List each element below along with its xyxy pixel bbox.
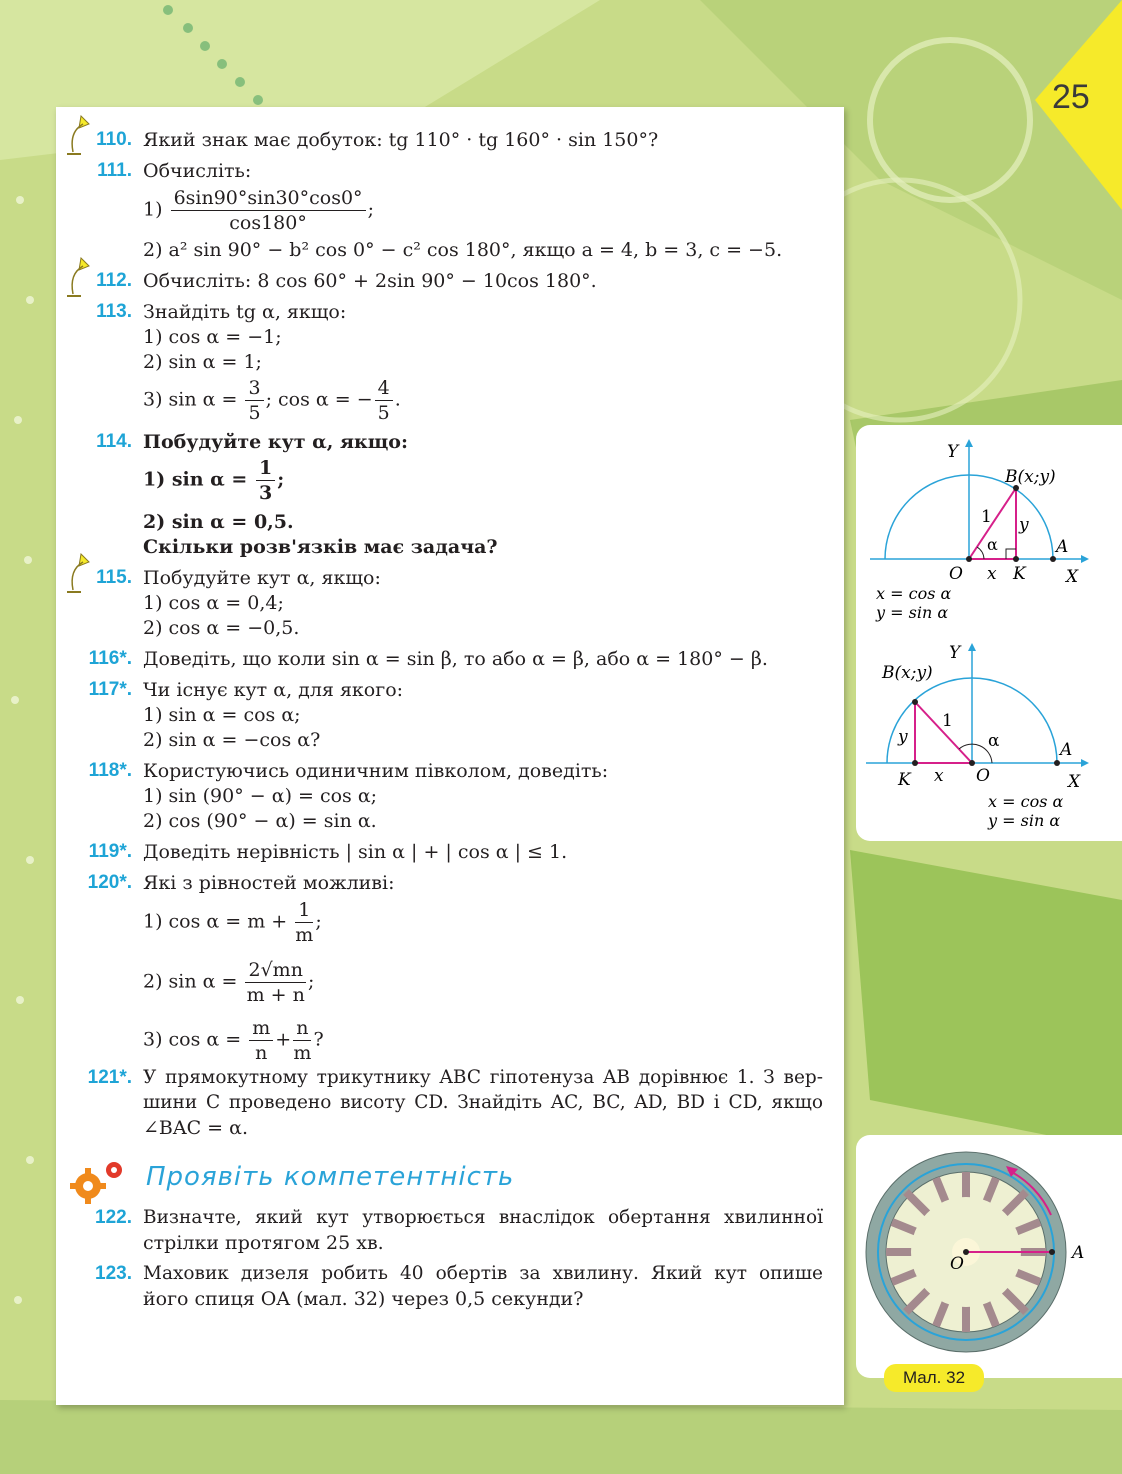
label: y = sin α	[876, 603, 949, 622]
problem-number: 112.	[96, 270, 132, 291]
problem-number: 118*.	[88, 760, 132, 781]
problem-item: 1) cos α = 0,4;	[143, 592, 284, 614]
numerator: 1	[256, 456, 275, 481]
numerator: n	[293, 1016, 311, 1041]
flywheel-figure	[856, 1135, 1122, 1378]
label: y = sin α	[988, 811, 1061, 830]
numerator: 6sin90°sin30°cos0°	[171, 186, 366, 211]
problem-number: 114.	[96, 431, 132, 452]
numerator: 2√mn	[245, 958, 305, 983]
item-suffix: ;	[367, 198, 374, 221]
label: O	[949, 564, 963, 584]
item-text: 1) sin α =	[143, 468, 248, 491]
problem-text: Який знак має добуток: tg 110° · tg 160° · sin 150°?	[143, 129, 659, 151]
fraction	[293, 1016, 311, 1065]
denominator: m	[295, 924, 314, 946]
label: y	[1019, 515, 1029, 535]
problem-text: шини C проведено висоту CD. Знайдіть AC, BC, AD, BD і CD, якщо	[143, 1092, 823, 1113]
problem-item	[143, 186, 374, 235]
numerator: m	[249, 1016, 273, 1041]
problem-text: У прямокутному трикутнику ABC гіпотенуза AB дорівнює 1. З вер-	[143, 1067, 823, 1088]
numerator: 1	[295, 898, 313, 923]
problem-number: 115.	[96, 567, 132, 588]
problem-number: 113.	[96, 301, 132, 322]
denominator: 3	[258, 482, 273, 504]
problem-item	[143, 898, 322, 947]
label: B(x;y)	[882, 663, 933, 683]
fraction	[295, 898, 313, 947]
label: A	[1056, 537, 1069, 557]
label: X	[1066, 567, 1079, 587]
problem-item: 1) sin α = cos α;	[143, 704, 301, 726]
item-text: ;	[307, 970, 315, 993]
problem-item: 2) sin α = 1;	[143, 351, 262, 373]
problem-text: Чи існує кут α, для якого:	[143, 679, 404, 701]
denominator: m	[293, 1042, 312, 1064]
item-prefix: 1)	[143, 198, 163, 221]
fraction	[245, 958, 305, 1007]
problem-text: Маховик дизеля робить 40 обертів за хвилину. Який кут опише	[143, 1263, 823, 1284]
problem-item: 2) sin α = 0,5.	[143, 511, 294, 533]
problem-number: 123.	[95, 1263, 132, 1284]
label: A	[1060, 740, 1073, 760]
label: y	[898, 727, 908, 747]
problem-text: Доведіть нерівність | sin α | + | cos α | ≤ 1.	[143, 841, 568, 863]
problem-text: Користуючись одиничним півколом, доведіть:	[143, 760, 609, 782]
problem-item	[143, 958, 314, 1007]
label: X	[1068, 772, 1081, 792]
label: x = cos α	[876, 584, 952, 603]
problem-number: 110.	[96, 129, 132, 150]
label: Y	[949, 643, 961, 663]
problem-question: Скільки розв'язків має задача?	[143, 536, 498, 558]
label: K	[1013, 564, 1026, 584]
item-text: ?	[313, 1028, 324, 1051]
label: O	[976, 766, 990, 786]
page-number: 25	[1052, 78, 1090, 116]
denominator: n	[255, 1042, 268, 1064]
problem-number: 111.	[97, 160, 132, 181]
label: K	[898, 770, 911, 790]
section-heading: Проявіть компетентність	[146, 1162, 515, 1192]
problem-text: Які з рівностей можливі:	[143, 872, 395, 894]
label: α	[987, 535, 998, 554]
problem-item: 2) a² sin 90° − b² cos 0° − c² cos 180°, якщо a = 4, b = 3, c = −5.	[143, 239, 783, 261]
denominator: 5	[248, 402, 261, 424]
problem-item: 2) cos α = −0,5.	[143, 617, 300, 639]
fraction	[375, 376, 393, 425]
problem-item	[143, 456, 284, 505]
problem-text: Визначте, який кут утворюється внаслідок обертання хвилинної	[143, 1207, 823, 1228]
problem-item: 2) sin α = −cos α?	[143, 729, 321, 751]
label: A	[1072, 1243, 1085, 1263]
problem-item: 1) cos α = −1;	[143, 326, 282, 348]
label: B(x;y)	[1005, 467, 1056, 487]
label: x	[987, 564, 997, 584]
label: x	[934, 766, 944, 786]
label: 1	[981, 507, 992, 527]
denominator: cos180°	[229, 212, 307, 234]
problem-text: його спиця OA (мал. 32) через 0,5 секунди?	[143, 1288, 584, 1310]
problem-number: 120*.	[87, 872, 132, 893]
fraction	[171, 186, 366, 235]
item-text: .	[394, 388, 401, 411]
problem-text: ∠BAC = α.	[143, 1117, 249, 1139]
item-text: ;	[277, 468, 285, 491]
denominator: 5	[377, 402, 390, 424]
gears-icon	[66, 1158, 130, 1204]
denominator: m + n	[246, 984, 305, 1006]
label: α	[988, 731, 1000, 751]
label: Y	[947, 442, 959, 462]
problem-number: 117*.	[88, 679, 132, 700]
problem-text: Доведіть, що коли sin α = sin β, то або α = β, або α = 180° − β.	[143, 648, 768, 670]
unit-semicircle-diagrams	[856, 425, 1122, 841]
problem-text: Обчисліть: 8 cos 60° + 2sin 90° − 10cos 180°.	[143, 270, 597, 292]
numerator: 3	[245, 376, 263, 401]
problem-item	[143, 376, 401, 425]
label: O	[950, 1254, 964, 1274]
problem-text: Знайдіть tg α, якщо:	[143, 301, 347, 323]
problem-item	[143, 1016, 324, 1065]
label: x = cos α	[988, 792, 1064, 811]
item-text: 3) sin α =	[143, 388, 238, 411]
label: 1	[942, 711, 953, 731]
problem-item: 1) sin (90° − α) = cos α;	[143, 785, 378, 807]
item-text: 2) sin α =	[143, 970, 238, 993]
item-text: 3) cos α =	[143, 1028, 242, 1051]
problem-item: 2) cos (90° − α) = sin α.	[143, 810, 377, 832]
fraction	[245, 376, 263, 425]
item-text: ; cos α = −	[265, 388, 373, 411]
problem-number: 119*.	[88, 841, 132, 862]
problem-number: 116*.	[88, 648, 132, 669]
figure-caption: Мал. 32	[884, 1364, 984, 1392]
item-text: ;	[315, 910, 322, 933]
problem-text: стрілки протягом 25 хв.	[143, 1232, 384, 1254]
fraction	[256, 456, 275, 505]
item-text: 1) cos α = m +	[143, 910, 288, 933]
problem-number: 122.	[95, 1207, 132, 1228]
problem-text: Побудуйте кут α, якщо:	[143, 567, 381, 589]
problem-text: Обчисліть:	[143, 160, 252, 182]
problem-text: Побудуйте кут α, якщо:	[143, 431, 408, 453]
problem-number: 121*.	[87, 1067, 132, 1088]
item-text: +	[275, 1028, 292, 1051]
fraction	[249, 1016, 273, 1065]
numerator: 4	[375, 376, 393, 401]
